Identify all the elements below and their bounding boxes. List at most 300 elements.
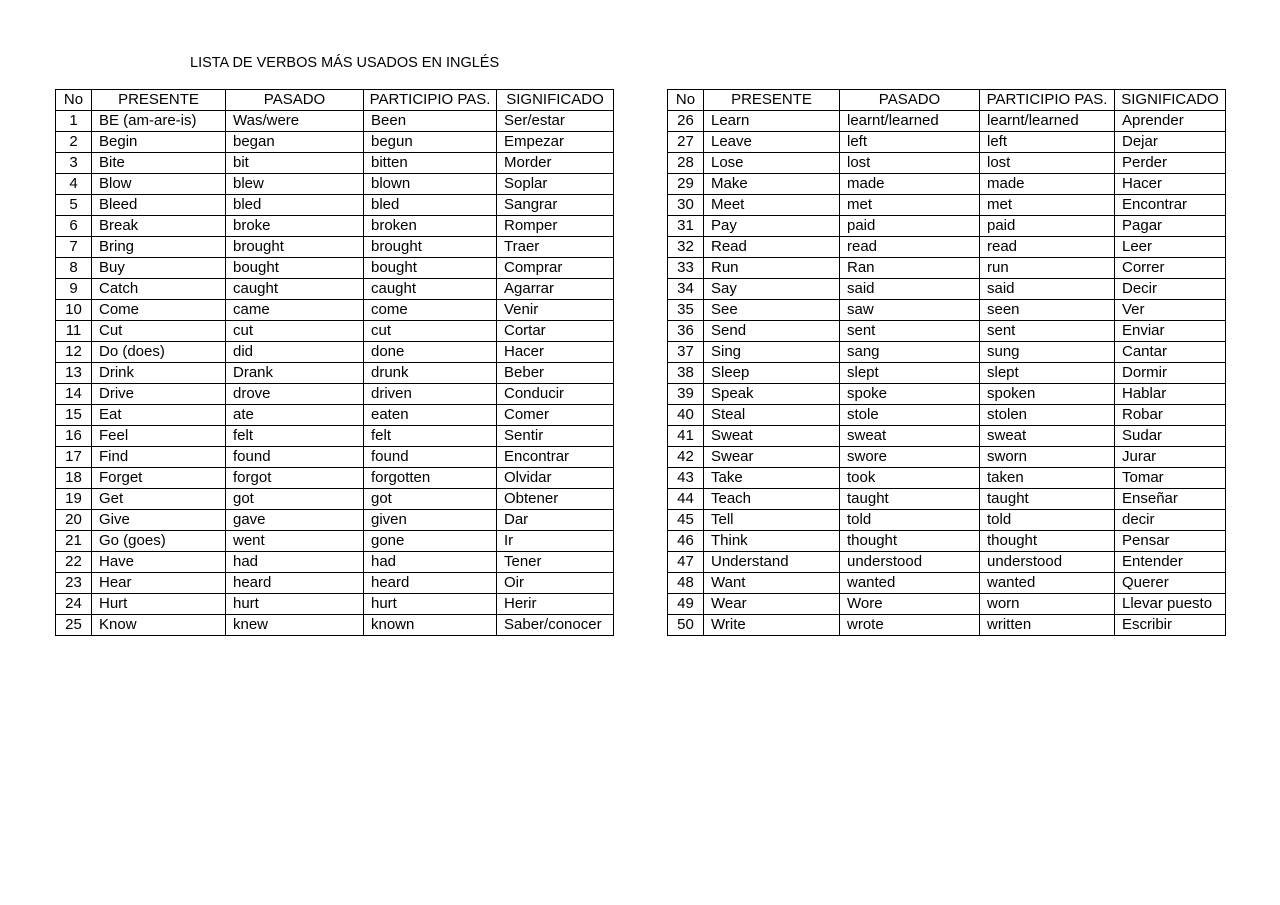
cell-presente: Know <box>92 615 226 636</box>
cell-participio: worn <box>980 594 1115 615</box>
table-row <box>56 258 614 279</box>
header-row <box>668 90 1226 111</box>
cell-pasado: caught <box>226 279 364 300</box>
cell-pasado: Was/were <box>226 111 364 132</box>
cell-no: 37 <box>668 342 704 363</box>
cell-pasado: felt <box>226 426 364 447</box>
header-presente: PRESENTE <box>92 90 226 111</box>
cell-no: 32 <box>668 237 704 258</box>
table-row <box>56 426 614 447</box>
header-row <box>56 90 614 111</box>
cell-presente: Make <box>704 174 840 195</box>
cell-presente: Catch <box>92 279 226 300</box>
cell-significado: Hacer <box>497 342 614 363</box>
cell-pasado: bought <box>226 258 364 279</box>
cell-no: 1 <box>56 111 92 132</box>
cell-participio: sworn <box>980 447 1115 468</box>
cell-presente: Bleed <box>92 195 226 216</box>
cell-significado: Olvidar <box>497 468 614 489</box>
cell-no: 50 <box>668 615 704 636</box>
table-row <box>56 552 614 573</box>
table-row <box>668 300 1226 321</box>
cell-pasado: sweat <box>840 426 980 447</box>
verbs-table-left <box>55 89 614 636</box>
cell-no: 39 <box>668 384 704 405</box>
cell-significado: Hablar <box>1115 384 1226 405</box>
header-presente: PRESENTE <box>704 90 840 111</box>
cell-participio: eaten <box>364 405 497 426</box>
cell-pasado: drove <box>226 384 364 405</box>
cell-pasado: bled <box>226 195 364 216</box>
cell-no: 24 <box>56 594 92 615</box>
cell-pasado: began <box>226 132 364 153</box>
table-row <box>668 468 1226 489</box>
table-row <box>668 342 1226 363</box>
header-pasado: PASADO <box>840 90 980 111</box>
cell-presente: Bring <box>92 237 226 258</box>
cell-participio: brought <box>364 237 497 258</box>
cell-no: 46 <box>668 531 704 552</box>
cell-presente: Want <box>704 573 840 594</box>
cell-presente: Pay <box>704 216 840 237</box>
table-row <box>56 573 614 594</box>
cell-significado: Enviar <box>1115 321 1226 342</box>
cell-pasado: forgot <box>226 468 364 489</box>
table-row <box>56 510 614 531</box>
cell-no: 9 <box>56 279 92 300</box>
cell-significado: Escribir <box>1115 615 1226 636</box>
cell-participio: met <box>980 195 1115 216</box>
cell-participio: lost <box>980 153 1115 174</box>
table-row <box>668 111 1226 132</box>
cell-participio: begun <box>364 132 497 153</box>
cell-participio: left <box>980 132 1115 153</box>
cell-participio: come <box>364 300 497 321</box>
cell-pasado: spoke <box>840 384 980 405</box>
table-row <box>668 573 1226 594</box>
cell-significado: Correr <box>1115 258 1226 279</box>
verbs-table-right <box>667 89 1226 636</box>
cell-no: 14 <box>56 384 92 405</box>
cell-pasado: wrote <box>840 615 980 636</box>
cell-presente: Run <box>704 258 840 279</box>
cell-participio: found <box>364 447 497 468</box>
cell-no: 25 <box>56 615 92 636</box>
cell-no: 21 <box>56 531 92 552</box>
header-participio: PARTICIPIO PAS. <box>364 90 497 111</box>
table-row <box>56 237 614 258</box>
cell-presente: Feel <box>92 426 226 447</box>
cell-no: 49 <box>668 594 704 615</box>
table-row <box>56 216 614 237</box>
cell-pasado: paid <box>840 216 980 237</box>
cell-significado: Sentir <box>497 426 614 447</box>
cell-no: 22 <box>56 552 92 573</box>
cell-pasado: taught <box>840 489 980 510</box>
cell-pasado: met <box>840 195 980 216</box>
cell-significado: Aprender <box>1115 111 1226 132</box>
cell-presente: Meet <box>704 195 840 216</box>
cell-participio: caught <box>364 279 497 300</box>
table-row <box>668 615 1226 636</box>
cell-no: 34 <box>668 279 704 300</box>
cell-significado: Encontrar <box>1115 195 1226 216</box>
cell-participio: understood <box>980 552 1115 573</box>
table-row <box>668 279 1226 300</box>
cell-significado: Dormir <box>1115 363 1226 384</box>
cell-presente: Steal <box>704 405 840 426</box>
cell-pasado: sang <box>840 342 980 363</box>
cell-significado: Sudar <box>1115 426 1226 447</box>
cell-pasado: saw <box>840 300 980 321</box>
cell-pasado: got <box>226 489 364 510</box>
cell-presente: Swear <box>704 447 840 468</box>
cell-pasado: said <box>840 279 980 300</box>
cell-pasado: cut <box>226 321 364 342</box>
cell-significado: Herir <box>497 594 614 615</box>
cell-no: 40 <box>668 405 704 426</box>
cell-significado: Cantar <box>1115 342 1226 363</box>
cell-participio: drunk <box>364 363 497 384</box>
header-significado: SIGNIFICADO <box>1115 90 1226 111</box>
cell-participio: Been <box>364 111 497 132</box>
cell-no: 7 <box>56 237 92 258</box>
header-significado: SIGNIFICADO <box>497 90 614 111</box>
cell-pasado: swore <box>840 447 980 468</box>
cell-participio: paid <box>980 216 1115 237</box>
header-no: No <box>56 90 92 111</box>
cell-significado: Venir <box>497 300 614 321</box>
header-pasado: PASADO <box>226 90 364 111</box>
cell-presente: Understand <box>704 552 840 573</box>
cell-no: 31 <box>668 216 704 237</box>
cell-significado: Decir <box>1115 279 1226 300</box>
cell-significado: Encontrar <box>497 447 614 468</box>
cell-presente: Get <box>92 489 226 510</box>
table-row <box>56 195 614 216</box>
cell-pasado: did <box>226 342 364 363</box>
cell-pasado: Wore <box>840 594 980 615</box>
cell-pasado: wanted <box>840 573 980 594</box>
cell-significado: Cortar <box>497 321 614 342</box>
cell-no: 27 <box>668 132 704 153</box>
cell-participio: got <box>364 489 497 510</box>
cell-no: 3 <box>56 153 92 174</box>
cell-participio: cut <box>364 321 497 342</box>
table-row <box>56 615 614 636</box>
cell-no: 44 <box>668 489 704 510</box>
table-row <box>668 174 1226 195</box>
cell-pasado: Drank <box>226 363 364 384</box>
cell-participio: run <box>980 258 1115 279</box>
cell-participio: told <box>980 510 1115 531</box>
cell-presente: Sweat <box>704 426 840 447</box>
cell-no: 26 <box>668 111 704 132</box>
cell-significado: Sangrar <box>497 195 614 216</box>
table-row <box>668 237 1226 258</box>
cell-pasado: made <box>840 174 980 195</box>
cell-presente: Do (does) <box>92 342 226 363</box>
cell-significado: Comer <box>497 405 614 426</box>
table-row <box>668 216 1226 237</box>
cell-presente: See <box>704 300 840 321</box>
cell-significado: Romper <box>497 216 614 237</box>
cell-presente: Cut <box>92 321 226 342</box>
cell-pasado: understood <box>840 552 980 573</box>
cell-significado: Llevar puesto <box>1115 594 1226 615</box>
cell-significado: Hacer <box>1115 174 1226 195</box>
cell-participio: seen <box>980 300 1115 321</box>
cell-pasado: knew <box>226 615 364 636</box>
cell-participio: felt <box>364 426 497 447</box>
cell-participio: bitten <box>364 153 497 174</box>
cell-participio: heard <box>364 573 497 594</box>
cell-participio: bought <box>364 258 497 279</box>
cell-no: 29 <box>668 174 704 195</box>
cell-presente: Forget <box>92 468 226 489</box>
cell-participio: broken <box>364 216 497 237</box>
cell-presente: Lose <box>704 153 840 174</box>
cell-pasado: broke <box>226 216 364 237</box>
cell-significado: decir <box>1115 510 1226 531</box>
cell-significado: Beber <box>497 363 614 384</box>
cell-significado: Ser/estar <box>497 111 614 132</box>
table-row <box>668 384 1226 405</box>
cell-pasado: blew <box>226 174 364 195</box>
table-row <box>56 447 614 468</box>
cell-pasado: took <box>840 468 980 489</box>
cell-participio: sung <box>980 342 1115 363</box>
table-row <box>668 426 1226 447</box>
cell-presente: Drive <box>92 384 226 405</box>
cell-presente: Think <box>704 531 840 552</box>
cell-presente: Have <box>92 552 226 573</box>
cell-significado: Robar <box>1115 405 1226 426</box>
cell-pasado: went <box>226 531 364 552</box>
table-row <box>56 174 614 195</box>
table-row <box>56 153 614 174</box>
cell-presente: Write <box>704 615 840 636</box>
cell-pasado: hurt <box>226 594 364 615</box>
table-row <box>56 111 614 132</box>
table-row <box>668 510 1226 531</box>
cell-significado: Ver <box>1115 300 1226 321</box>
cell-no: 5 <box>56 195 92 216</box>
table-row <box>56 384 614 405</box>
cell-presente: Sleep <box>704 363 840 384</box>
cell-participio: forgotten <box>364 468 497 489</box>
cell-significado: Conducir <box>497 384 614 405</box>
cell-pasado: bit <box>226 153 364 174</box>
cell-participio: hurt <box>364 594 497 615</box>
document-title: LISTA DE VERBOS MÁS USADOS EN INGLÉS <box>190 55 500 71</box>
cell-participio: read <box>980 237 1115 258</box>
cell-presente: Eat <box>92 405 226 426</box>
cell-presente: Learn <box>704 111 840 132</box>
cell-no: 12 <box>56 342 92 363</box>
cell-presente: Speak <box>704 384 840 405</box>
cell-presente: Teach <box>704 489 840 510</box>
cell-pasado: found <box>226 447 364 468</box>
cell-participio: learnt/learned <box>980 111 1115 132</box>
cell-no: 11 <box>56 321 92 342</box>
cell-pasado: learnt/learned <box>840 111 980 132</box>
cell-participio: sweat <box>980 426 1115 447</box>
cell-participio: gone <box>364 531 497 552</box>
cell-presente: Buy <box>92 258 226 279</box>
cell-no: 45 <box>668 510 704 531</box>
cell-presente: Tell <box>704 510 840 531</box>
cell-presente: Say <box>704 279 840 300</box>
cell-no: 20 <box>56 510 92 531</box>
cell-significado: Morder <box>497 153 614 174</box>
cell-significado: Comprar <box>497 258 614 279</box>
cell-significado: Enseñar <box>1115 489 1226 510</box>
cell-pasado: had <box>226 552 364 573</box>
table-row <box>56 342 614 363</box>
cell-participio: bled <box>364 195 497 216</box>
cell-participio: slept <box>980 363 1115 384</box>
table-row <box>668 132 1226 153</box>
cell-presente: Come <box>92 300 226 321</box>
cell-pasado: ate <box>226 405 364 426</box>
cell-participio: spoken <box>980 384 1115 405</box>
cell-pasado: read <box>840 237 980 258</box>
cell-presente: Wear <box>704 594 840 615</box>
cell-participio: given <box>364 510 497 531</box>
cell-presente: Bite <box>92 153 226 174</box>
cell-significado: Agarrar <box>497 279 614 300</box>
cell-participio: taught <box>980 489 1115 510</box>
cell-presente: Sing <box>704 342 840 363</box>
cell-pasado: brought <box>226 237 364 258</box>
cell-presente: Take <box>704 468 840 489</box>
cell-pasado: heard <box>226 573 364 594</box>
cell-no: 6 <box>56 216 92 237</box>
cell-no: 38 <box>668 363 704 384</box>
table-row <box>56 468 614 489</box>
table-row <box>56 531 614 552</box>
cell-participio: thought <box>980 531 1115 552</box>
table-row <box>56 363 614 384</box>
cell-no: 30 <box>668 195 704 216</box>
table-row <box>668 594 1226 615</box>
cell-pasado: sent <box>840 321 980 342</box>
cell-presente: Hear <box>92 573 226 594</box>
cell-participio: had <box>364 552 497 573</box>
table-row <box>668 489 1226 510</box>
cell-participio: written <box>980 615 1115 636</box>
cell-pasado: lost <box>840 153 980 174</box>
table-row <box>56 489 614 510</box>
cell-pasado: stole <box>840 405 980 426</box>
cell-presente: Leave <box>704 132 840 153</box>
cell-significado: Jurar <box>1115 447 1226 468</box>
cell-pasado: Ran <box>840 258 980 279</box>
table-row <box>668 363 1226 384</box>
cell-presente: Break <box>92 216 226 237</box>
cell-participio: said <box>980 279 1115 300</box>
table-row <box>668 153 1226 174</box>
cell-no: 16 <box>56 426 92 447</box>
cell-participio: blown <box>364 174 497 195</box>
cell-presente: Find <box>92 447 226 468</box>
cell-no: 36 <box>668 321 704 342</box>
cell-no: 33 <box>668 258 704 279</box>
cell-significado: Tener <box>497 552 614 573</box>
cell-pasado: told <box>840 510 980 531</box>
table-row <box>668 447 1226 468</box>
cell-presente: Hurt <box>92 594 226 615</box>
cell-significado: Entender <box>1115 552 1226 573</box>
cell-significado: Pensar <box>1115 531 1226 552</box>
cell-presente: Give <box>92 510 226 531</box>
table-row <box>668 405 1226 426</box>
cell-no: 8 <box>56 258 92 279</box>
cell-no: 43 <box>668 468 704 489</box>
cell-no: 48 <box>668 573 704 594</box>
cell-significado: Soplar <box>497 174 614 195</box>
cell-pasado: gave <box>226 510 364 531</box>
cell-participio: taken <box>980 468 1115 489</box>
cell-pasado: came <box>226 300 364 321</box>
cell-participio: made <box>980 174 1115 195</box>
table-row <box>668 321 1226 342</box>
cell-no: 17 <box>56 447 92 468</box>
cell-no: 41 <box>668 426 704 447</box>
cell-participio: done <box>364 342 497 363</box>
cell-significado: Leer <box>1115 237 1226 258</box>
header-no: No <box>668 90 704 111</box>
table-row <box>56 132 614 153</box>
cell-no: 28 <box>668 153 704 174</box>
cell-significado: Empezar <box>497 132 614 153</box>
cell-no: 35 <box>668 300 704 321</box>
table-row <box>56 405 614 426</box>
cell-significado: Querer <box>1115 573 1226 594</box>
cell-no: 15 <box>56 405 92 426</box>
table-row <box>56 279 614 300</box>
cell-no: 13 <box>56 363 92 384</box>
cell-no: 42 <box>668 447 704 468</box>
table-row <box>56 321 614 342</box>
cell-presente: Go (goes) <box>92 531 226 552</box>
table-row <box>668 531 1226 552</box>
cell-participio: wanted <box>980 573 1115 594</box>
table-row <box>668 195 1226 216</box>
cell-significado: Oir <box>497 573 614 594</box>
cell-no: 47 <box>668 552 704 573</box>
cell-presente: Send <box>704 321 840 342</box>
cell-presente: Read <box>704 237 840 258</box>
cell-significado: Dejar <box>1115 132 1226 153</box>
cell-presente: BE (am-are-is) <box>92 111 226 132</box>
cell-no: 10 <box>56 300 92 321</box>
cell-no: 4 <box>56 174 92 195</box>
cell-pasado: slept <box>840 363 980 384</box>
cell-presente: Blow <box>92 174 226 195</box>
cell-significado: Obtener <box>497 489 614 510</box>
cell-significado: Tomar <box>1115 468 1226 489</box>
cell-significado: Dar <box>497 510 614 531</box>
cell-no: 23 <box>56 573 92 594</box>
cell-presente: Drink <box>92 363 226 384</box>
cell-significado: Ir <box>497 531 614 552</box>
table-row <box>56 594 614 615</box>
cell-participio: known <box>364 615 497 636</box>
cell-no: 2 <box>56 132 92 153</box>
table-row <box>668 258 1226 279</box>
